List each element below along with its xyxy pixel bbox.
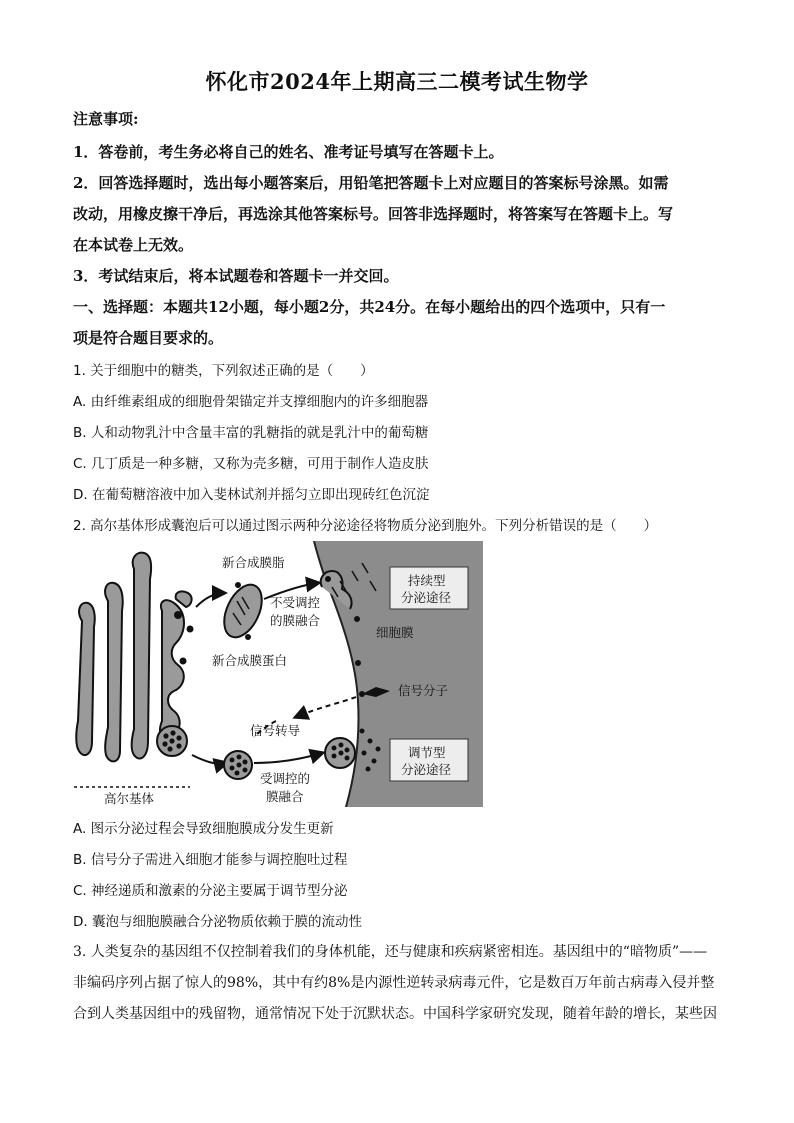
label-signal-molecule: 信号分子 xyxy=(398,683,449,698)
label-regulated-fusion-2: 膜融合 xyxy=(266,789,304,804)
label-signal-transduction: 信号转导 xyxy=(250,723,301,738)
question-2-stem: 2. 高尔基体形成囊泡后可以通过图示两种分泌途径将物质分泌到胞外。下列分析错误的是（ ） xyxy=(73,518,658,534)
question-1-option-a: A. 由纤维素组成的细胞骨架锚定并支撑细胞内的许多细胞器 xyxy=(73,394,429,410)
question-2-option-c: C. 神经递质和激素的分泌主要属于调节型分泌 xyxy=(73,883,348,899)
notice-item-1: 1．答卷前，考生务必将自己的姓名、准考证号填写在答题卡上。 xyxy=(73,143,504,161)
notice-item-2-line-1: 2．回答选择题时，选出每小题答案后，用铅笔把答题卡上对应题目的答案标号涂黑。如需 xyxy=(73,174,669,192)
question-3-line-2: 非编码序列占据了惊人的98%，其中有约8%是内源性逆转录病毒元件，它是数百万年前古病毒入侵并整 xyxy=(73,975,715,991)
label-regulated-2: 分泌途径 xyxy=(401,762,452,777)
question-2-option-b: B. 信号分子需进入细胞才能参与调控胞吐过程 xyxy=(73,852,348,868)
question-1-option-c: C. 几丁质是一种多糖，又称为壳多糖，可用于制作人造皮肤 xyxy=(73,456,429,472)
question-1-option-b: B. 人和动物乳汁中含量丰富的乳糖指的就是乳汁中的葡萄糖 xyxy=(73,425,429,441)
question-1-stem: 1. 关于细胞中的糖类，下列叙述正确的是（ ） xyxy=(73,363,374,379)
section-heading-line-2: 项是符合题目要求的。 xyxy=(73,329,224,347)
label-golgi: 高尔基体 xyxy=(104,791,155,806)
label-constitutive-1: 持续型 xyxy=(408,573,446,588)
label-constitutive-2: 分泌途径 xyxy=(401,590,452,605)
secretion-pathway-figure xyxy=(70,541,483,807)
label-unregulated-1: 不受调控 xyxy=(270,595,321,610)
question-1-option-d: D. 在葡萄糖溶液中加入斐林试剂并摇匀立即出现砖红色沉淀 xyxy=(73,487,430,503)
question-3-line-3: 合到人类基因组中的残留物，通常情况下处于沉默状态。中国科学家研究发现，随着年龄的增长，某些因 xyxy=(73,1006,717,1022)
exam-title: 怀化市2024年上期高三二模考试生物学 xyxy=(205,69,589,94)
question-2-option-d: D. 囊泡与细胞膜融合分泌物质依赖于膜的流动性 xyxy=(73,914,362,930)
label-new-protein: 新合成膜蛋白 xyxy=(212,653,288,668)
label-unregulated-2: 的膜融合 xyxy=(270,613,321,628)
label-new-lipid: 新合成膜脂 xyxy=(222,555,285,570)
notice-item-2-line-3: 在本试卷上无效。 xyxy=(73,236,194,254)
section-heading-line-1: 一、选择题：本题共12小题，每小题2分，共24分。在每小题给出的四个选项中，只有一 xyxy=(73,298,666,316)
question-3-line-1: 3. 人类复杂的基因组不仅控制着我们的身体机能，还与健康和疾病紧密相连。基因组中的“暗物质”—— xyxy=(73,944,708,960)
question-2-option-a: A. 图示分泌过程会导致细胞膜成分发生更新 xyxy=(73,821,334,837)
label-regulated-1: 调节型 xyxy=(408,745,446,760)
notice-heading: 注意事项: xyxy=(73,110,139,128)
label-membrane: 细胞膜 xyxy=(376,625,414,640)
label-regulated-fusion-1: 受调控的 xyxy=(260,771,311,786)
notice-item-3: 3．考试结束后，将本试题卷和答题卡一并交回。 xyxy=(73,267,399,285)
notice-item-2-line-2: 改动，用橡皮擦干净后，再选涂其他答案标号。回答非选择题时，将答案写在答题卡上。写 xyxy=(73,205,674,223)
